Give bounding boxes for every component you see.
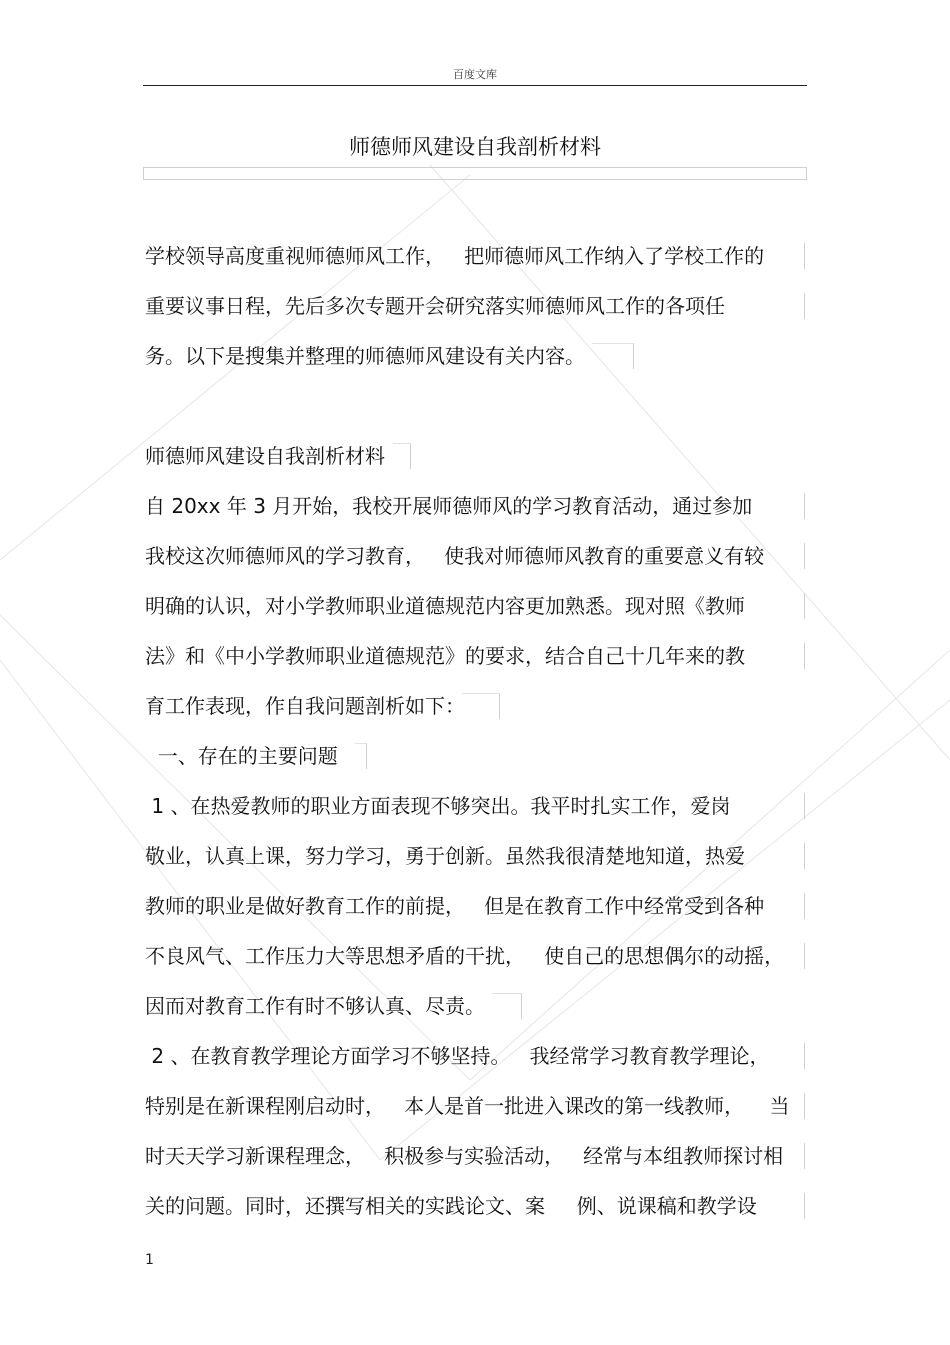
edge-mark: [804, 1193, 805, 1219]
edge-mark: [804, 543, 805, 569]
title-underline-box: [143, 167, 807, 180]
body-line: 我校这次师德师风的学习教育， 使我对师德师风教育的重要意义有较: [145, 544, 765, 568]
line-end-mark: [592, 343, 634, 369]
body-line: 敬业，认真上课，努力学习，勇于创新。虽然我很清楚地知道，热爱: [145, 844, 745, 868]
body-line: 时天天学习新课程理念， 积极参与实验活动， 经常与本组教师探讨相: [145, 1144, 784, 1168]
edge-mark: [804, 793, 805, 819]
body-line: 重要议事日程，先后多次专题开会研究落实师德师风工作的各项任: [145, 294, 725, 318]
subheading: 一、存在的主要问题: [145, 744, 338, 768]
edge-mark: [804, 243, 805, 269]
body-line: 关的问题。同时，还撰写相关的实践论文、案 例、说课稿和教学设: [145, 1194, 757, 1218]
page-number: 1: [145, 1252, 154, 1268]
body-line: 1 、在热爱教师的职业方面表现不够突出。我平时扎实工作，爱岗: [145, 794, 731, 818]
body-line: 教师的职业是做好教育工作的前提， 但是在教育工作中经常受到各种: [145, 894, 765, 918]
edge-mark: [804, 493, 805, 519]
document-title: 师德师风建设自我剖析材料: [349, 135, 601, 159]
line-end-mark: [462, 693, 500, 719]
edge-mark: [804, 893, 805, 919]
edge-mark: [804, 1093, 805, 1119]
header-library-label: 百度文库: [453, 68, 497, 81]
body-line: 育工作表现，作自我问题剖析如下：: [145, 694, 465, 718]
line-end-mark: [492, 993, 522, 1019]
edge-mark: [804, 1143, 805, 1169]
edge-mark: [804, 593, 805, 619]
body-line: 2 、在教育教学理论方面学习不够坚持。 我经常学习教育教学理论，: [145, 1044, 770, 1068]
body-line: 务。以下是搜集并整理的师德师风建设有关内容。: [145, 344, 585, 368]
body-line: 自 20xx 年 3 月开始，我校开展师德师风的学习教育活动，通过参加: [145, 494, 753, 518]
body-line: 特别是在新课程刚启动时， 本人是首一批进入课改的第一线教师， 当: [145, 1094, 790, 1118]
body-line: 不良风气、工作压力大等思想矛盾的干扰， 使自己的思想偶尔的动摇，: [145, 944, 785, 968]
edge-mark: [804, 843, 805, 869]
edge-mark: [804, 293, 805, 319]
edge-mark: [804, 1043, 805, 1069]
body-line: 明确的认识，对小学教师职业道德规范内容更加熟悉。现对照《教师: [145, 594, 745, 618]
line-end-mark: [393, 443, 411, 469]
body-line: 法》和《中小学教师职业道德规范》的要求，结合自己十几年来的教: [145, 644, 745, 668]
section-heading: 师德师风建设自我剖析材料: [145, 444, 385, 468]
edge-mark: [804, 943, 805, 969]
header-divider: [143, 85, 807, 86]
body-line: 学校领导高度重视师德师风工作， 把师德师风工作纳入了学校工作的: [145, 244, 765, 268]
edge-mark: [804, 643, 805, 669]
body-line: 因而对教育工作有时不够认真、尽责。: [145, 994, 485, 1018]
line-end-mark: [355, 743, 367, 769]
